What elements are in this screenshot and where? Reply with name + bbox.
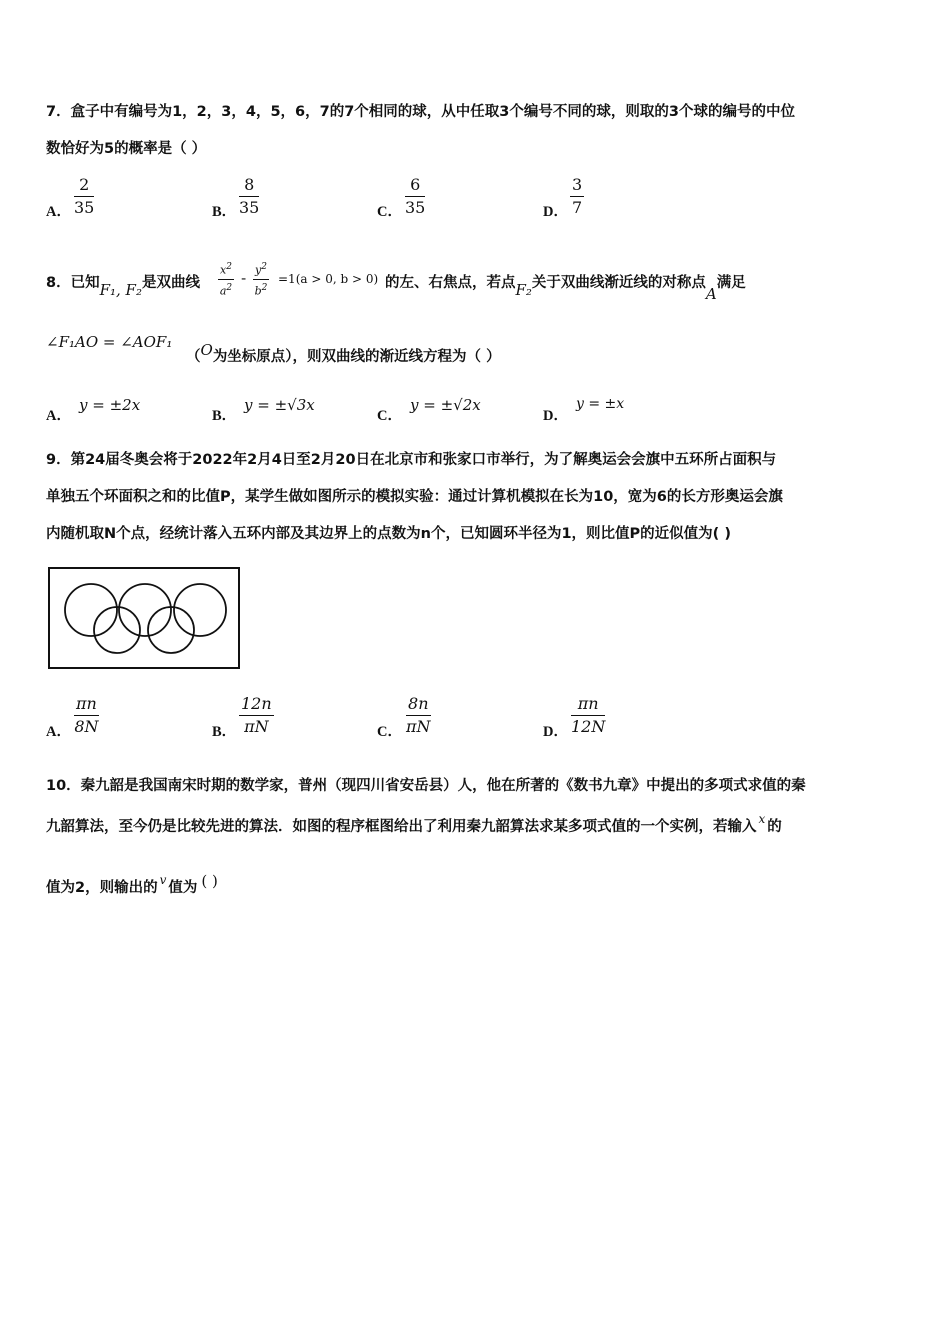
q8-hyperbola-x-term: $\frac{x^2}{a^2}$	[219, 262, 233, 298]
q8-hyperbola-condition: =1(a > 0, b > 0)	[278, 272, 379, 286]
olympic-rings-figure	[47, 566, 242, 671]
q7-option-d-label: D．	[543, 204, 568, 220]
q8-line2	[186, 341, 501, 366]
q10-line2	[46, 812, 782, 836]
numerator: πn	[571, 694, 605, 716]
q10-line3	[46, 872, 218, 897]
q8-option-d-label: D．	[543, 408, 568, 424]
numerator: 12n	[239, 694, 274, 716]
q8-minus: -	[241, 271, 247, 287]
q7-option-b-label: B．	[212, 204, 237, 220]
q8-option-c-label: C．	[377, 408, 402, 424]
ring-1	[65, 584, 117, 636]
q9-option-a-fraction	[74, 694, 99, 737]
q9-line2: 单独五个环面积之和的比值P，某学生做如图所示的模拟实验：通过计算机模拟在长为10，宽为6的长方形奥运会旗	[46, 489, 783, 505]
q8-prefix: 8．已知	[46, 275, 100, 291]
q7-option-a-fraction	[74, 175, 94, 218]
numerator: 2	[74, 175, 94, 197]
q8-hyperbola-y-term: $\frac{y^2}{b^2}$	[254, 262, 268, 298]
q8-mid1: 是双曲线	[141, 275, 200, 291]
q8-foci: F₁, F₂	[99, 281, 142, 299]
q8-option-a-expr: y = ±2x	[79, 396, 141, 414]
denominator: πN	[406, 717, 431, 736]
q10-line3-a: 值为2，则输出的	[46, 880, 158, 896]
q8-option-b-expr: y = ±√3x	[244, 396, 315, 414]
q9-option-a-label: A．	[46, 724, 71, 740]
numerator: πn	[74, 694, 99, 716]
q8-option-a-label: A．	[46, 408, 71, 424]
q8-point-a: A	[705, 285, 717, 303]
q9-option-d-fraction	[571, 694, 605, 737]
denominator: 7	[572, 198, 583, 217]
q8-line1	[46, 271, 200, 299]
q8-mid2: 的左、右焦点，若点	[385, 275, 516, 291]
q10-answer-paren: ( )	[201, 872, 218, 890]
q10-v: v	[159, 873, 167, 887]
q10-line1: 10．秦九韶是我国南宋时期的数学家，普州（现四川省安岳县）人，他在所著的《数书九章》中提出的多项式求值的秦	[46, 778, 806, 794]
flag-border	[49, 568, 239, 668]
q9-option-b-label: B．	[212, 724, 237, 740]
denominator: 35	[405, 198, 426, 217]
q10-line2-end: 的	[767, 819, 782, 835]
q9-option-c-fraction	[406, 694, 431, 737]
q8-tail: 为坐标原点），则双曲线的渐近线方程为（ ）	[212, 349, 501, 365]
q7-option-d-fraction	[570, 175, 584, 218]
q7-option-c-fraction	[405, 175, 425, 218]
denominator: 35	[239, 198, 260, 217]
numerator: 8	[239, 175, 259, 197]
q9-line3: 内随机取N个点，经统计落入五环内部及其边界上的点数为n个，已知圆环半径为1，则比值P的近似值为( )	[46, 526, 731, 542]
q7-option-b-fraction	[239, 175, 259, 218]
numerator: 6	[405, 175, 425, 197]
q10-line2-text: 九韶算法，至今仍是比较先进的算法．如图的程序框图给出了利用秦九韶算法求某多项式值的一个实例，若输入	[46, 819, 757, 835]
q9-option-c-label: C．	[377, 724, 402, 740]
q8-option-d-expr: y = ±x	[576, 396, 625, 412]
q10-line3-b: 值为	[168, 880, 198, 896]
denominator: πN	[244, 717, 269, 736]
q7-option-c-label: C．	[377, 204, 402, 220]
q8-origin: O	[200, 341, 213, 359]
q8-line1-cont	[385, 271, 746, 303]
q10-x: x	[758, 812, 766, 826]
q8-mid3: 关于双曲线渐近线的对称点	[531, 275, 706, 291]
q9-option-b-fraction	[239, 694, 274, 737]
q8-f2: F₂	[515, 281, 532, 299]
q7-option-a-label: A．	[46, 204, 71, 220]
q8-option-b-label: B．	[212, 408, 237, 424]
denominator: 35	[74, 198, 95, 217]
numerator: 8n	[406, 694, 431, 716]
q8-open-paren: （	[186, 349, 201, 365]
q8-mid4: 满足	[716, 275, 746, 291]
denominator: 12N	[571, 717, 606, 736]
q7-line1: 7．盒子中有编号为1，2，3，4，5，6，7的7个相同的球，从中任取3个编号不同的球，则取的3个球的编号的中位	[46, 104, 795, 120]
q8-angle-condition: ∠F₁AO = ∠AOF₁	[46, 333, 173, 351]
q8-option-c-expr: y = ±√2x	[410, 396, 481, 414]
denominator: 8N	[74, 717, 99, 736]
q7-line2: 数恰好为5的概率是（ ）	[46, 141, 207, 157]
q9-line1: 9．第24届冬奥会将于2022年2月4日至2月20日在北京市和张家口市举行，为了解奥运会会旗中五环所占面积与	[46, 452, 777, 468]
q9-option-d-label: D．	[543, 724, 568, 740]
numerator: 3	[570, 175, 584, 197]
